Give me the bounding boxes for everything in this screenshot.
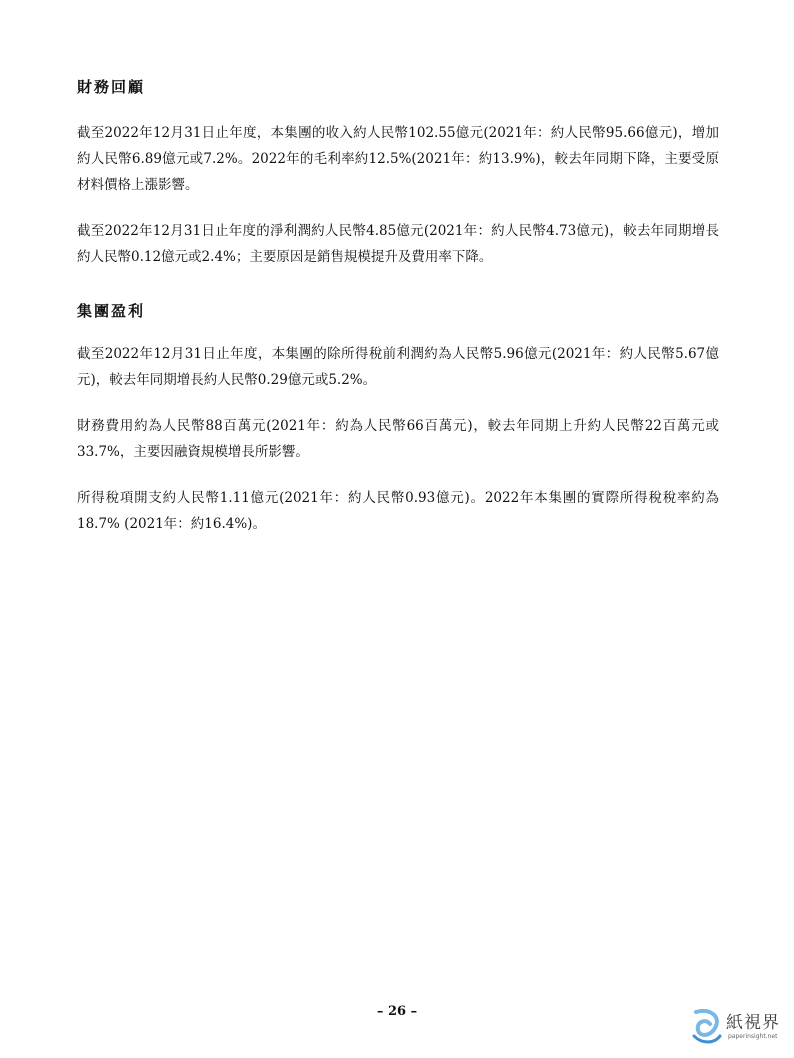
paragraph-net-profit: 截至2022年12月31日止年度的淨利潤約人民幣4.85億元(2021年：約人民幣4.73億元)，較去年同期增長約人民幣0.12億元或2.4%；主要原因是銷售規模提升及費用率下降。 <box>77 223 719 265</box>
section-heading-group-profit: 集團盈利 <box>77 302 146 320</box>
paper-swirl-icon <box>690 1006 724 1046</box>
paragraph-revenue: 截至2022年12月31日止年度，本集團的收入約人民幣102.55億元(2021年：約人民幣95.66億元)，增加約人民幣6.89億元或7.2%。2022年的毛利率約12.5%(2021年：約13.9%)，較去年同期下降，主要受原材料價格上漲影響。 <box>77 125 719 193</box>
watermark-name: 紙視界 <box>726 1013 780 1033</box>
watermark-logo <box>690 1004 786 1052</box>
watermark-url: paperinsight.net <box>728 1033 778 1040</box>
paragraph-finance-costs: 財務費用約為人民幣88百萬元(2021年：約為人民幣66百萬元)，較去年同期上升約人民幣22百萬元或33.7%，主要因融資規模增長所影響。 <box>77 418 719 460</box>
paragraph-income-tax: 所得稅項開支約人民幣1.11億元(2021年：約人民幣0.93億元)。2022年本集團的實際所得稅稅率約為18.7% (2021年：約16.4%)。 <box>77 490 719 532</box>
page-number: – 26 – <box>376 1004 418 1019</box>
paragraph-profit-before-tax: 截至2022年12月31日止年度，本集團的除所得稅前利潤約為人民幣5.96億元(2021年：約人民幣5.67億元)，較去年同期增長約人民幣0.29億元或5.2%。 <box>77 346 719 388</box>
section-heading-financial-review: 財務回顧 <box>77 78 146 96</box>
document-page <box>77 70 719 537</box>
